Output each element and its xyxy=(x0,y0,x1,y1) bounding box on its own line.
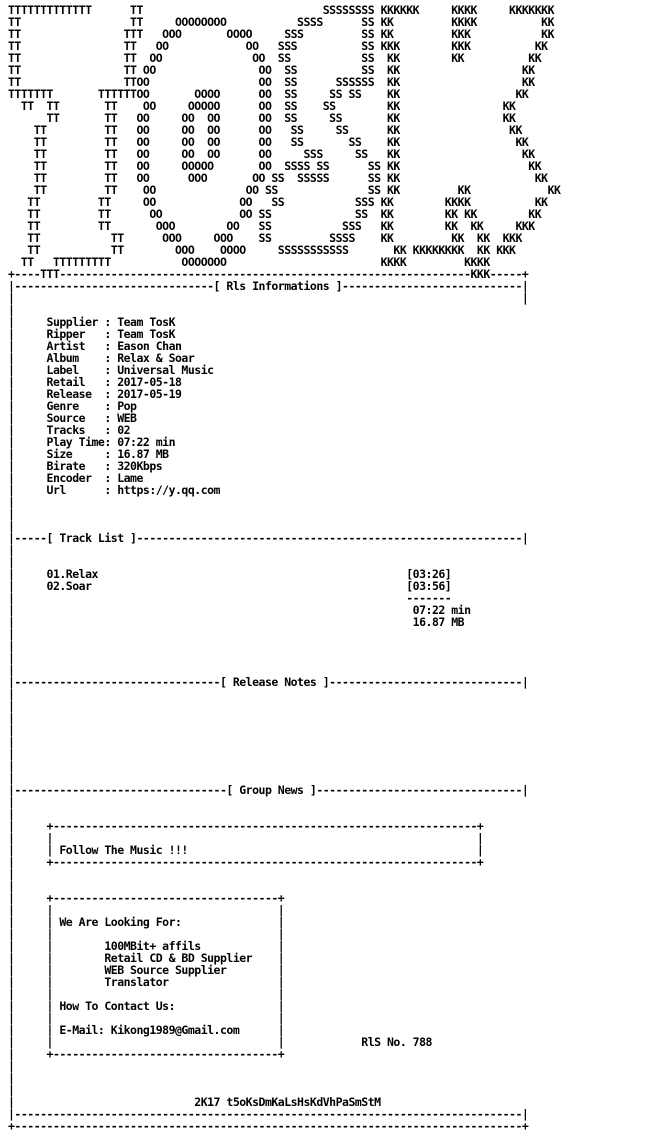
nfo-line: | | | xyxy=(8,903,285,917)
nfo-line: | 01.Relax [03:26] xyxy=(8,567,452,581)
nfo-line: | Artist : Eason Chan xyxy=(8,339,182,353)
nfo-line: | | | RlS No. 788 xyxy=(8,1035,432,1049)
nfo-line: TT TT OO OO SSS SS KKK KKK KK xyxy=(8,39,548,53)
nfo-line: | | 100MBit+ affils | xyxy=(8,939,285,953)
nfo-line: | | | xyxy=(8,1011,285,1025)
nfo-line: | xyxy=(8,795,15,809)
nfo-line: | xyxy=(8,303,15,317)
nfo-line: | xyxy=(8,663,15,677)
nfo-line: | xyxy=(8,639,15,653)
nfo-line: | xyxy=(8,711,15,725)
nfo-line: |-----[ Track List ]------------------------------------------------------------| xyxy=(8,531,529,545)
nfo-line: | xyxy=(8,879,15,893)
nfo-line: | xyxy=(8,543,15,557)
nfo-line: | Url : https://y.qq.com xyxy=(8,483,220,497)
nfo-line: | xyxy=(8,699,15,713)
nfo-line: | xyxy=(8,1059,15,1073)
nfo-line: | Release : 2017-05-19 xyxy=(8,387,182,401)
nfo-line: | | How To Contact Us: | xyxy=(8,999,285,1013)
nfo-line: TT TT OO OOO OO SS SSSSS SS KK KK xyxy=(8,171,548,185)
nfo-line: | Album : Relax & Soar xyxy=(8,351,195,365)
nfo-line: | Genre : Pop xyxy=(8,399,137,413)
nfo-line: | Ripper : Team TosK xyxy=(8,327,176,341)
nfo-line: | 07:22 min xyxy=(8,603,471,617)
nfo-line: TT TT OO OO SS SS KK KK KK xyxy=(8,51,542,65)
nfo-line: TT TT OOOOOOOO SSSS SS KK KKKK KK xyxy=(8,15,555,29)
nfo-line: TT TTT OOO OOOO SSS SS KK KKK KK xyxy=(8,27,555,41)
nfo-line: | Source : WEB xyxy=(8,411,137,425)
nfo-line: | xyxy=(8,1071,15,1085)
nfo-line: TT TT OOO OO SS SSS KK KK KK KKK xyxy=(8,219,535,233)
nfo-line: TT TT TT OO OOOOO OO SS SS KK KK xyxy=(8,99,516,113)
nfo-line: | | Translator | xyxy=(8,975,285,989)
nfo-line: | | Follow The Music !!! | xyxy=(8,843,484,857)
nfo-line: | xyxy=(8,723,15,737)
nfo-line: | xyxy=(8,495,15,509)
nfo-line: TT TT OO OO SS SSS KK KKKK KK xyxy=(8,195,548,209)
nfo-line: TT TT OOO OOO SS SSSS KK KK KK KKK xyxy=(8,231,522,245)
nfo-line: TT TT OO OO OO OO SSS SS KK KK xyxy=(8,147,535,161)
nfo-line: TT TT OOO OOOO SSSSSSSSSSS KK KKKKKKKK KK KKK xyxy=(8,243,516,257)
nfo-line: | Encoder : Lame xyxy=(8,471,143,485)
nfo-line: | | | xyxy=(8,927,285,941)
nfo-line: | +-----------------------------------+ xyxy=(8,891,285,905)
nfo-line: | Play Time: 07:22 min xyxy=(8,435,176,449)
nfo-line: | | Retail CD & BD Supplier | xyxy=(8,951,285,965)
nfo-line: +-------------------------------------------------------------------------------+ xyxy=(8,1119,529,1133)
nfo-line: TT TT OO OO SS SS KK KK xyxy=(8,63,535,77)
nfo-line: | Size : 16.87 MB xyxy=(8,447,169,461)
nfo-line: |-------------------------------[ Rls Informations ]----------------------------| xyxy=(8,279,529,293)
nfo-line: TT TTOO OO SS SSSSSS KK KK xyxy=(8,75,535,89)
nfo-line: | Label : Universal Music xyxy=(8,363,214,377)
nfo-line: | xyxy=(8,519,15,533)
nfo-line: | | We Are Looking For: | xyxy=(8,915,285,929)
nfo-line: |-------------------------------------------------------------------------------| xyxy=(8,1107,529,1121)
nfo-line: TT TT OO OO OO OO SS SS KK KK xyxy=(8,111,516,125)
nfo-line: | Birate : 320Kbps xyxy=(8,459,163,473)
nfo-line: | 2K17 t5oKsDmKaLsHsKdVhPaSmStM xyxy=(8,1095,381,1109)
nfo-line: | xyxy=(8,627,15,641)
nfo-line: TT TTTTTTTTT OOOOOOO KKKK KKKK xyxy=(8,255,490,269)
nfo-line: TT TT OO OO OO OO SS SS KK KK xyxy=(8,123,522,137)
nfo-line: | | E-Mail: Kikong1989@Gmail.com | xyxy=(8,1023,285,1037)
nfo-line: | xyxy=(8,507,15,521)
nfo-line: | | WEB Source Supplier | xyxy=(8,963,285,977)
nfo-line: TT TT OO OOOOO OO SSSS SS SS KK KK xyxy=(8,159,542,173)
nfo-line: | 02.Soar [03:56] xyxy=(8,579,452,593)
nfo-line: | +------------------------------------------------------------------+ xyxy=(8,855,484,869)
nfo-line: TTTTTTTTTTTTT TT SSSSSSSS KKKKKK KKKK KKKKKKK xyxy=(8,3,555,17)
nfo-line: | xyxy=(8,687,15,701)
nfo-line: | xyxy=(8,807,15,821)
nfo-line: |---------------------------------[ Group News ]--------------------------------| xyxy=(8,783,529,797)
nfo-line: TTTTTTT TTTTTTOO OOOO OO SS SS SS KK KK xyxy=(8,87,529,101)
nfo-line: TT TT OO OO OO OO SS SS KK KK xyxy=(8,135,529,149)
nfo-line: | +------------------------------------------------------------------+ xyxy=(8,819,484,833)
nfo-line: | +-----------------------------------+ xyxy=(8,1047,285,1061)
nfo-line: | Retail : 2017-05-18 xyxy=(8,375,182,389)
nfo-line: | xyxy=(8,759,15,773)
nfo-line: | xyxy=(8,771,15,785)
nfo-line: | Tracks : 02 xyxy=(8,423,131,437)
nfo-line: | | | xyxy=(8,831,484,845)
nfo-line: | | xyxy=(8,291,529,305)
nfo-line: | xyxy=(8,1083,15,1097)
nfo-line: | 16.87 MB xyxy=(8,615,465,629)
nfo-line: | ------- xyxy=(8,591,452,605)
nfo-line: TT TT OO OO SS SS KK KK KK KK xyxy=(8,207,542,221)
nfo-line: | xyxy=(8,555,15,569)
nfo-line: | xyxy=(8,867,15,881)
nfo-line: |--------------------------------[ Release Notes ]------------------------------| xyxy=(8,675,529,689)
nfo-line: TT TT OO OO SS SS KK KK KK xyxy=(8,183,561,197)
nfo-line: +----TTT----------------------------------------------------------------KKK-----+ xyxy=(8,267,529,281)
nfo-line: | xyxy=(8,735,15,749)
nfo-line: | xyxy=(8,747,15,761)
nfo-line: | xyxy=(8,651,15,665)
nfo-line: | | | xyxy=(8,987,285,1001)
nfo-line: | Supplier : Team TosK xyxy=(8,315,176,329)
